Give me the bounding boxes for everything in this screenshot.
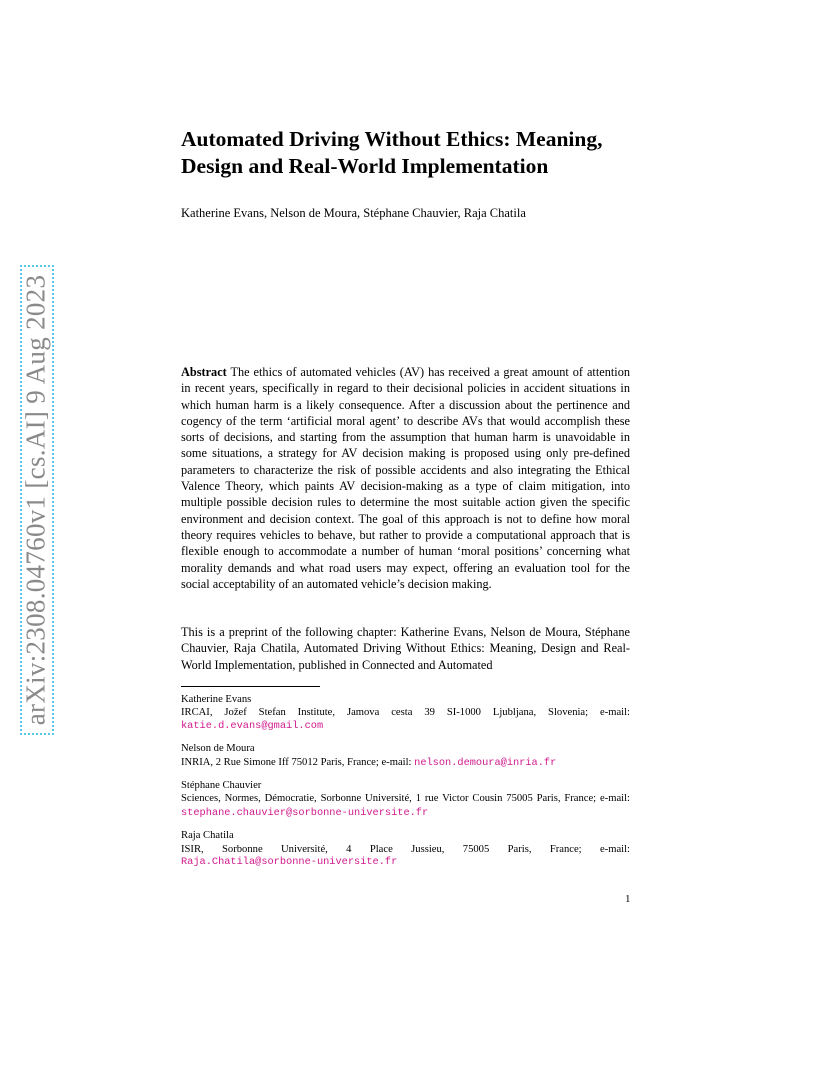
affiliation-address: IRCAI, Jožef Stefan Institute, Jamova cesta 39 SI-1000 Ljubljana, Slovenia; e-mail: (181, 707, 630, 719)
affiliation-address (181, 792, 630, 820)
affiliation-chauvier (181, 779, 630, 820)
affiliation-chatila (181, 829, 630, 869)
affiliation-address: ISIR, Sorbonne Université, 4 Place Jussieu, 75005 Paris, France; e-mail: (181, 843, 630, 855)
affiliation-address-text: INRIA, 2 Rue Simone Iff 75012 Paris, France; e-mail: (181, 756, 412, 768)
email-link[interactable]: katie.d.evans@gmail.com (181, 719, 324, 732)
arxiv-identifier: arXiv:2308.04760v1 [cs.AI] 9 Aug 2023 (20, 274, 51, 726)
paper-title: Automated Driving Without Ethics: Meaning, Design and Real-World Implementation (181, 127, 603, 178)
email-link[interactable]: stephane.chauvier@sorbonne-universite.fr (181, 806, 429, 819)
affiliation-address (181, 756, 630, 770)
abstract-label: Abstract (181, 365, 227, 379)
author-list: Katherine Evans, Nelson de Moura, Stéphane Chauvier, Raja Chatila (181, 206, 526, 220)
affiliation-name: Katherine Evans (181, 694, 252, 705)
affiliation-de-moura (181, 742, 630, 770)
affiliation-name: Raja Chatila (181, 830, 234, 842)
abstract-text: The ethics of automated vehicles (AV) has received a great amount of attention in recent years, specifically in regard to their decisional policies in accident situations in which human harm is a likely consequence. After a discussion about the pertinence and cogency of the term ‘artificial moral agent’ to describe AVs that would accomplish these sorts of decisions, and starting from the assumption that human harm is unavoidable in some situations, a strategy for AV decision making is proposed using only pre-defined parameters to characterize the risk of possible accidents and also integrating the Ethical Valence Theory, which paints AV decision-making as a type of claim mitigation, into multiple possible decision rules to determine the most suitable action given the specific environment and decision context. The goal of this approach is not to define how moral theory requires vehicles to behave, but rather to provide a computational approach that is flexible enough to accommodate a number of human ‘moral positions’ concerning what morality demands and what road users may expect, offering an evaluation tool for the social acceptability of an automated vehicle’s decision making. (181, 365, 630, 591)
page-number: 1 (625, 893, 631, 905)
preprint-note: This is a preprint of the following chapter: Katherine Evans, Nelson de Moura, Stéphane Chauvier, Raja Chatila, Automated Driving Without Ethics: Meaning, Design and Real-World Implementation, published in Connected and Automated (181, 625, 630, 672)
email-link[interactable]: Raja.Chatila@sorbonne-universite.fr (181, 856, 398, 869)
abstract (181, 364, 630, 592)
affiliation-name: Nelson de Moura (181, 743, 255, 755)
affiliation-address-text: Sciences, Normes, Démocratie, Sorbonne Université, 1 rue Victor Cousin 75005 Paris, France; e-mail: (181, 793, 630, 805)
affiliation-evans (181, 693, 630, 733)
footnote-rule (181, 686, 320, 687)
affiliation-name: Stéphane Chauvier (181, 780, 262, 792)
affiliations (181, 693, 630, 878)
email-link[interactable]: nelson.demoura@inria.fr (414, 756, 557, 769)
